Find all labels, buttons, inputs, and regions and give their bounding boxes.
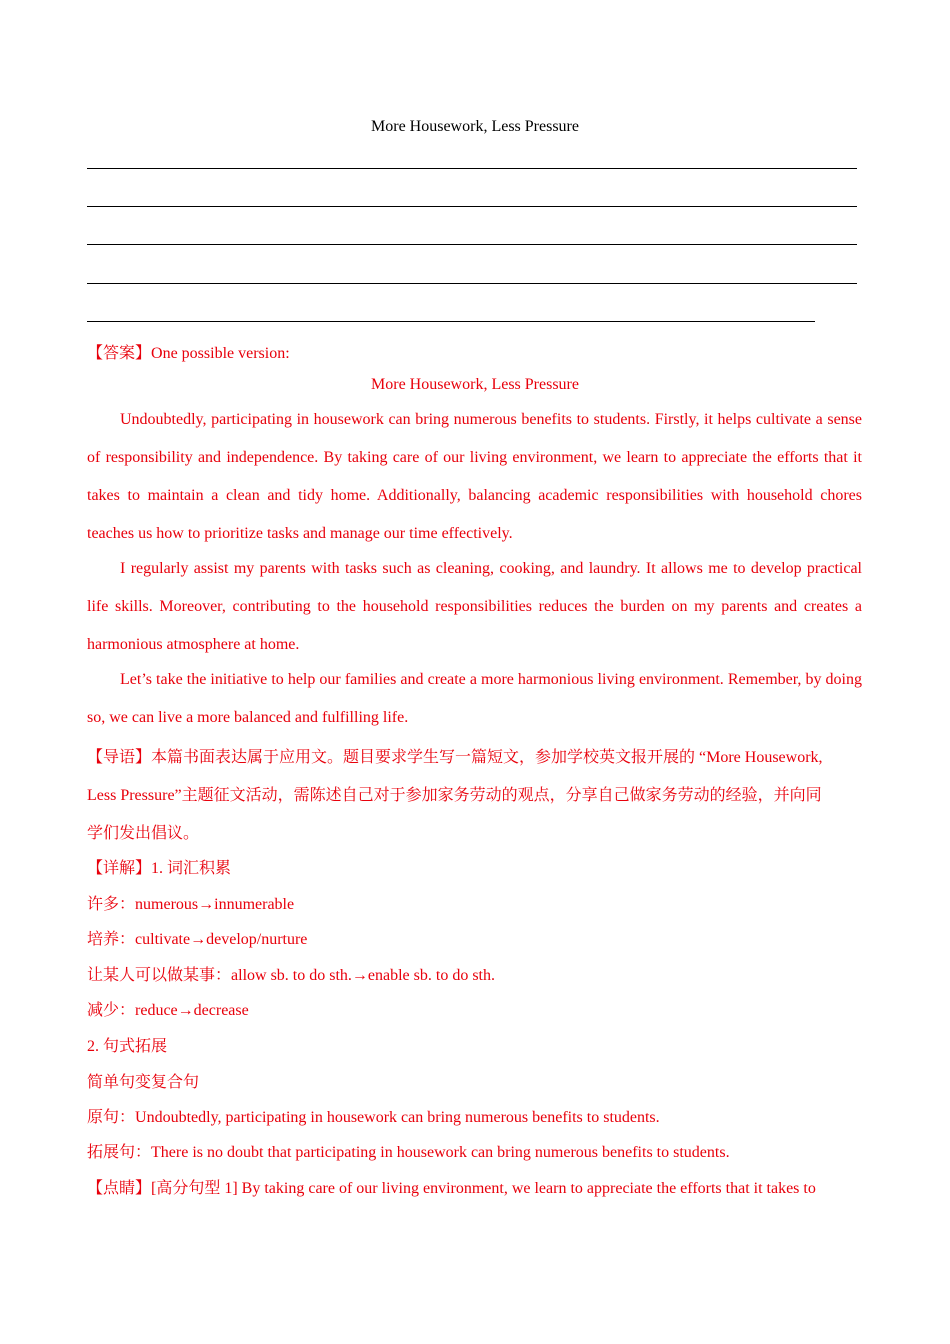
writing-line bbox=[87, 283, 857, 284]
vocab-item: 减少：reduce→decrease bbox=[87, 1002, 249, 1019]
arrow-icon: → bbox=[177, 1002, 194, 1019]
arrow-icon: → bbox=[351, 967, 368, 984]
essay-paragraph: Undoubtedly, participating in housework can bring numerous benefits to students. Firstly, it helps cultivate a sense of responsibility and independence. By taking care of our living environment, we learn to appreciate the efforts that it takes to maintain a clean and tidy home. Additionally, balancing academic responsibilities with household chores teaches us how to prioritize tasks and manage our time effectively. bbox=[87, 411, 862, 542]
expanded-sentence: 拓展句：There is no doubt that participating in housework can bring numerous benefits to students. bbox=[87, 1144, 730, 1161]
vocab-heading: 1. 词汇积累 bbox=[151, 860, 232, 877]
arrow-icon: → bbox=[190, 931, 207, 948]
essay-body bbox=[87, 401, 862, 737]
guide-line-1: 【导语】本篇书面表达属于应用文。题目要求学生写一篇短文，参加学校英文报开展的 “More Housework, bbox=[87, 749, 823, 766]
vocab-item: 许多：numerous→innumerable bbox=[87, 896, 295, 913]
arrow-icon: → bbox=[198, 896, 215, 913]
writing-line bbox=[87, 244, 857, 245]
page-title: More Housework, Less Pressure bbox=[371, 118, 579, 135]
answer-header bbox=[87, 340, 290, 363]
writing-line bbox=[87, 321, 815, 322]
detail-header bbox=[87, 855, 231, 878]
writing-line bbox=[87, 206, 857, 207]
highlight-line: 【点睛】[高分句型 1] By taking care of our living environment, we learn to appreciate the efforts that it takes to bbox=[87, 1180, 816, 1197]
writing-line bbox=[87, 168, 857, 169]
vocab-item: 培养：cultivate→develop/nurture bbox=[87, 931, 308, 948]
answer-intro: One possible version: bbox=[151, 345, 290, 362]
essay-paragraph: I regularly assist my parents with tasks such as cleaning, cooking, and laundry. It allows me to develop practical life skills. Moreover, contributing to the household responsibilities reduces the burden on my parents and creates a harmonious atmosphere at home. bbox=[87, 560, 862, 653]
sentence-heading: 2. 句式拓展 bbox=[87, 1038, 168, 1055]
original-sentence: 原句：Undoubtedly, participating in housework can bring numerous benefits to students. bbox=[87, 1109, 660, 1126]
sentence-subheading: 简单句变复合句 bbox=[87, 1074, 200, 1091]
answer-tag: 【答案】 bbox=[87, 345, 152, 362]
guide-line-3: 学们发出倡议。 bbox=[87, 825, 200, 842]
vocab-item: 让某人可以做某事：allow sb. to do sth.→enable sb. to do sth. bbox=[87, 967, 495, 984]
guide-line-2: Less Pressure”主题征文活动，需陈述自己对于参加家务劳动的观点，分享自己做家务劳动的经验，并向同 bbox=[87, 787, 822, 804]
essay-title: More Housework, Less Pressure bbox=[371, 376, 579, 393]
essay-paragraph: Let’s take the initiative to help our families and create a more harmonious living environment. Remember, by doing so, we can live a more balanced and fulfilling life. bbox=[87, 671, 862, 726]
highlight-tag: 【点睛】 bbox=[87, 1180, 152, 1197]
detail-tag: 【详解】 bbox=[87, 860, 152, 877]
guide-tag: 【导语】 bbox=[87, 749, 152, 766]
